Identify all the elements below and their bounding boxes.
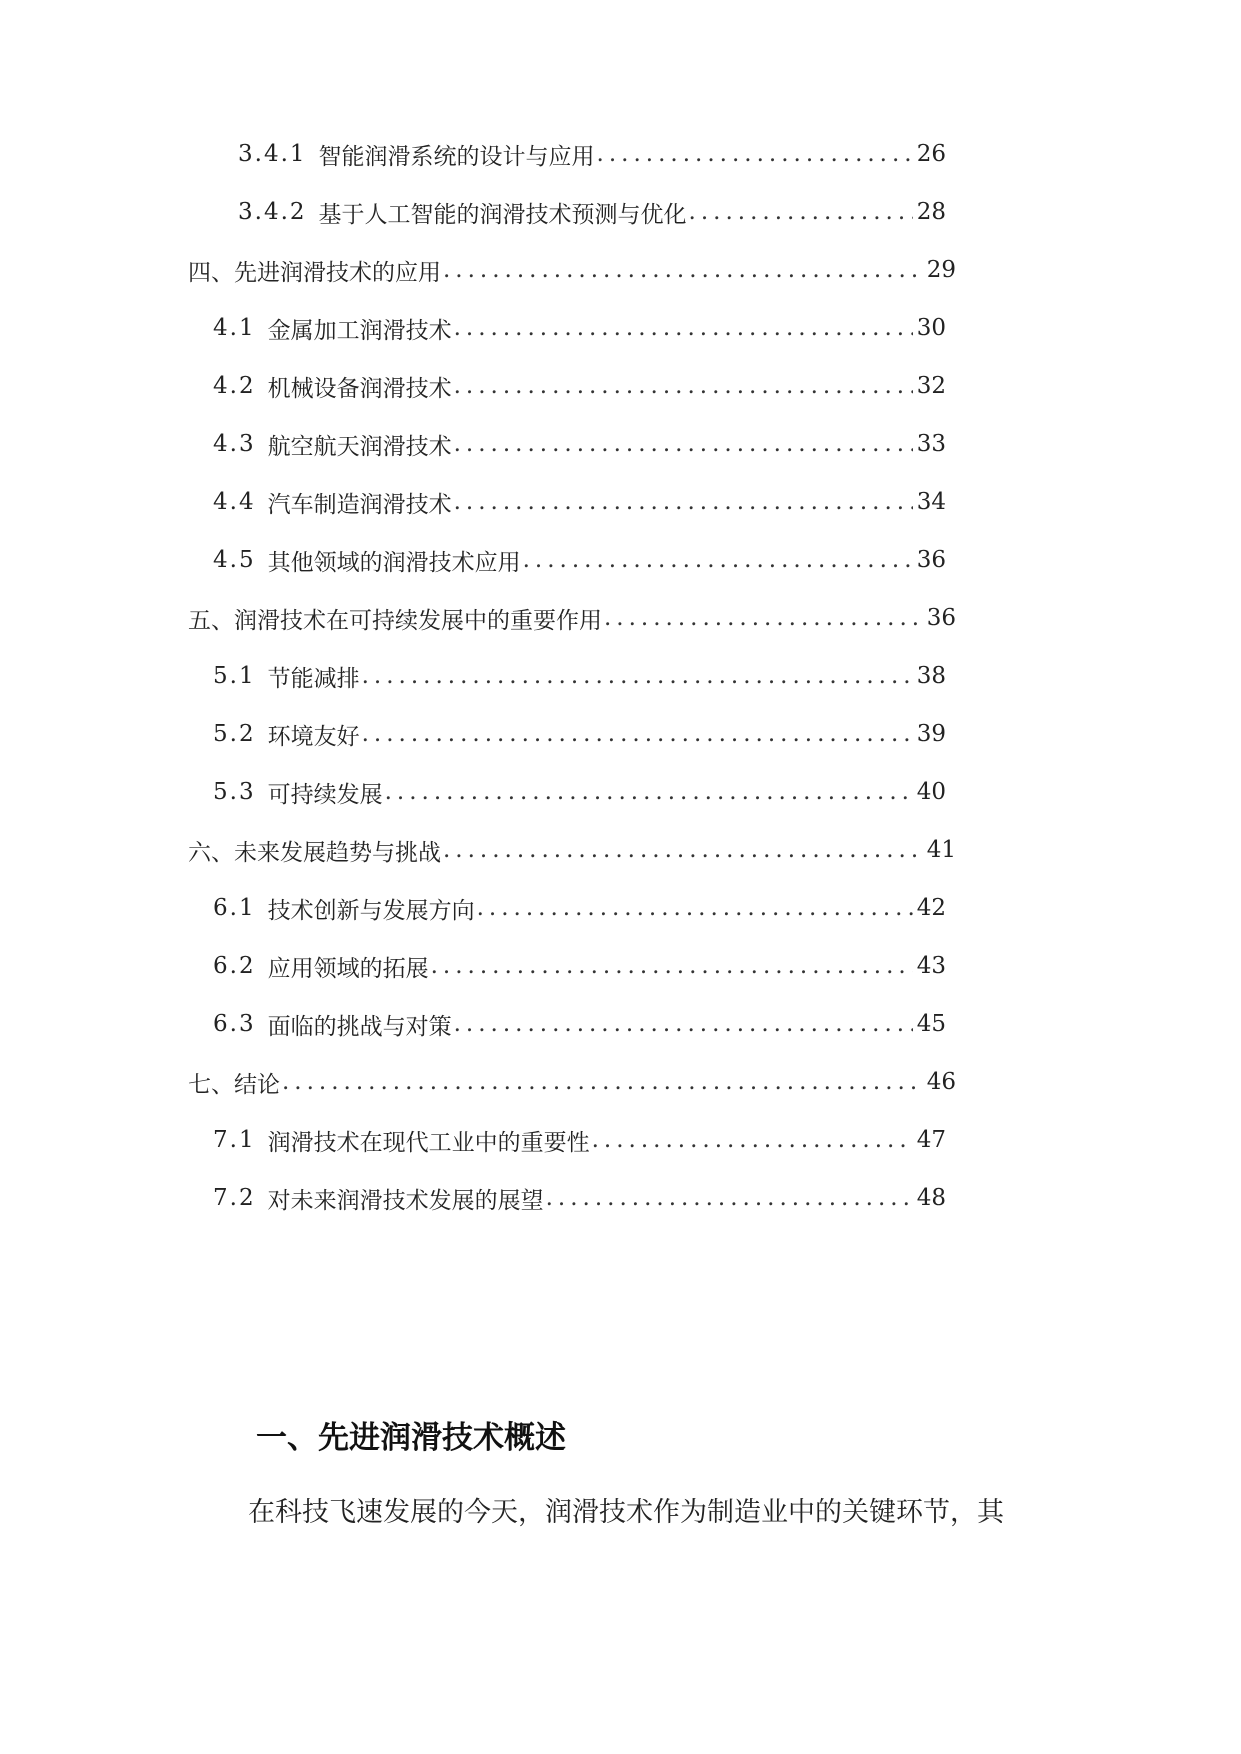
toc-entry-page-number: 41 [926,837,956,863]
toc-entry-page-number: 40 [916,779,946,805]
toc-leader-dots [597,141,913,167]
toc-entry-title: 其他领域的润滑技术应用 [267,549,521,576]
section-heading: 一、先进润滑技术概述 [256,1420,566,1456]
toc-entry-title: 五、润滑技术在可持续发展中的重要作用 [188,607,602,634]
toc-entry-title: 智能润滑系统的设计与应用 [318,143,595,170]
toc-entry-title: 面临的挑战与对策 [267,1013,452,1040]
toc-entry-number: 6.1 [213,895,256,921]
toc-leader-dots [282,1069,923,1095]
toc-leader-dots [385,779,913,805]
toc-entry-page-number: 28 [916,199,946,225]
toc-entry-number: 6.3 [213,1011,256,1037]
toc-entry[interactable] [213,542,946,578]
toc-entry-title: 技术创新与发展方向 [267,897,475,924]
toc-entry-page-number: 46 [926,1069,956,1095]
toc-entry-page-number: 45 [916,1011,946,1037]
toc-entry-title: 对未来润滑技术发展的展望 [267,1187,544,1214]
toc-entry-number: 6.2 [213,953,256,979]
toc-entry-title: 七、结论 [188,1071,280,1098]
toc-entry-number: 4.2 [213,373,256,399]
toc-entry-title: 航空航天润滑技术 [267,433,452,460]
toc-entry[interactable] [188,1064,956,1100]
body-paragraph: 在科技飞速发展的今天，润滑技术作为制造业中的关键环节，其 [248,1497,1004,1528]
toc-entry-number: 4.3 [213,431,256,457]
toc-leader-dots [592,1127,913,1153]
toc-entry-number: 5.2 [213,721,256,747]
toc-entry-page-number: 47 [916,1127,946,1153]
toc-entry-number: 5.3 [213,779,256,805]
toc-entry-title: 汽车制造润滑技术 [267,491,452,518]
toc-entry[interactable] [188,832,956,868]
toc-entry-page-number: 34 [916,489,946,515]
toc-leader-dots [546,1185,913,1211]
toc-entry[interactable] [213,1122,946,1158]
toc-entry[interactable] [213,310,946,346]
toc-leader-dots [362,663,913,689]
toc-leader-dots [454,315,913,341]
toc-entry-page-number: 38 [916,663,946,689]
toc-entry-page-number: 43 [916,953,946,979]
toc-entry[interactable] [188,252,956,288]
toc-entry[interactable] [213,716,946,752]
toc-entry[interactable] [188,600,956,636]
toc-entry[interactable] [238,194,946,230]
toc-entry-page-number: 36 [916,547,946,573]
toc-leader-dots [604,605,923,631]
toc-leader-dots [454,373,913,399]
toc-entry-title: 机械设备润滑技术 [267,375,452,402]
toc-entry-number: 7.1 [213,1127,256,1153]
toc-entry-number: 3.4.2 [238,199,307,225]
toc-entry-page-number: 30 [916,315,946,341]
toc-leader-dots [431,953,913,979]
toc-entry-title: 节能减排 [267,665,360,692]
toc-leader-dots [689,199,913,225]
toc-entry-title: 六、未来发展趋势与挑战 [188,839,441,866]
toc-entry[interactable] [238,136,946,172]
toc-entry-page-number: 26 [916,141,946,167]
toc-entry[interactable] [213,658,946,694]
toc-entry[interactable] [213,426,946,462]
toc-entry-title: 环境友好 [267,723,360,750]
toc-entry[interactable] [213,890,946,926]
toc-entry[interactable] [213,1006,946,1042]
toc-entry-number: 4.4 [213,489,256,515]
toc-entry-title: 可持续发展 [267,781,383,808]
toc-entry[interactable] [213,1180,946,1216]
toc-entry-number: 5.1 [213,663,256,689]
toc-entry-title: 润滑技术在现代工业中的重要性 [267,1129,590,1156]
toc-leader-dots [523,547,913,573]
toc-entry-page-number: 33 [916,431,946,457]
toc-entry-title: 基于人工智能的润滑技术预测与优化 [318,201,687,228]
toc-entry-number: 4.1 [213,315,256,341]
toc-entry-title: 金属加工润滑技术 [267,317,452,344]
toc-leader-dots [443,257,923,283]
toc-entry-page-number: 39 [916,721,946,747]
toc-leader-dots [454,489,913,515]
toc-entry-page-number: 29 [926,257,956,283]
toc-entry-number: 3.4.1 [238,141,307,167]
toc-entry-page-number: 48 [916,1185,946,1211]
toc-entry-title: 四、先进润滑技术的应用 [188,259,441,286]
toc-leader-dots [443,837,923,863]
toc-entry[interactable] [213,948,946,984]
toc-entry-page-number: 36 [926,605,956,631]
toc-entry[interactable] [213,484,946,520]
toc-leader-dots [477,895,913,921]
toc-entry-page-number: 42 [916,895,946,921]
toc-entry[interactable] [213,774,946,810]
toc-leader-dots [362,721,913,747]
toc-entry-page-number: 32 [916,373,946,399]
toc-entry[interactable] [213,368,946,404]
toc-leader-dots [454,431,913,457]
toc-entry-number: 4.5 [213,547,256,573]
toc-leader-dots [454,1011,913,1037]
toc-entry-title: 应用领域的拓展 [267,955,429,982]
toc-entry-number: 7.2 [213,1185,256,1211]
